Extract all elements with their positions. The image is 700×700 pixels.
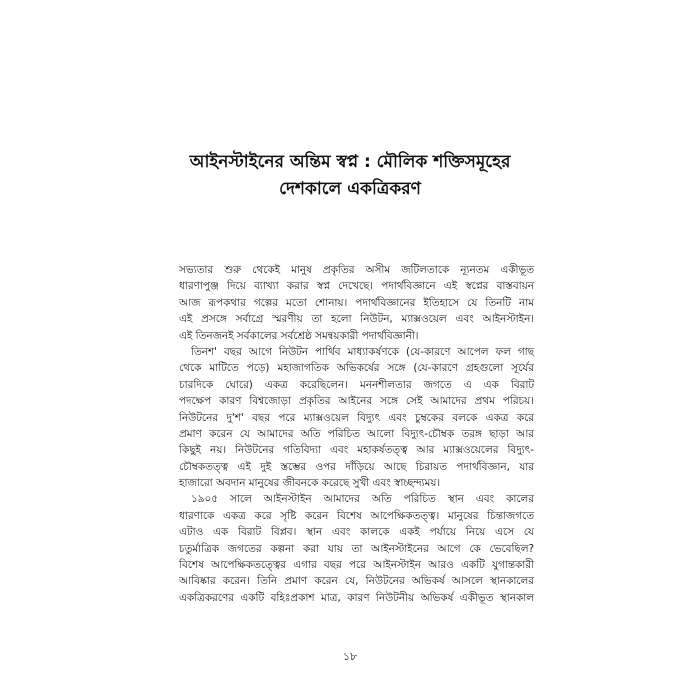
text-line: সভ্যতার শুরু থেকেই মানুষ প্রকৃতির অসীম জটিলতাকে ন্যূনতম একীভূত (179, 264, 534, 276)
text-line: আজ রূপকথার গল্পের মতো শোনায়। পদার্থবিজ্ঞানের ইতিহাসে যে তিনটি নাম (179, 296, 534, 309)
text-line: ধারণাকে একত্র করে সৃষ্টি করেন বিশেষ আপেক্ষিকতত্ত্ব। মানুষের চিন্তাজগতে (179, 509, 534, 522)
text-line: থেকে মাটিতে পড়ে) মহাজাগতিক অভিকর্ষের সঙ্গে (যে-কারণে গ্রহগুলো সূর্যের (179, 362, 534, 375)
text-line: আবিষ্কার করেন। তিনি প্রমাণ করেন যে, নিউটনের অভিকর্ষ আসলে স্থানকালের (179, 575, 534, 588)
text-line: হাজারো অবদান মানুষের জীবনকে করেছে সুখী এবং স্বাচ্ছন্দ্যময়। (179, 477, 441, 490)
text-line: চৌম্বকতত্ত্ব এই দুই স্তম্ভের ওপর দাঁড়িয়ে আছে চিরায়ত পদার্থবিজ্ঞান, যার (179, 460, 534, 473)
text-line: এই তিনজনই সর্বকালের সর্বশ্রেষ্ঠ সমন্বয়কারী পদার্থবিজ্ঞানী। (179, 329, 419, 342)
text-line: প্রমাণ করেন যে আমাদের অতি পরিচিত আলো বিদ্যুৎ-চৌম্বক তরঙ্গ ছাড়া আর (179, 427, 534, 440)
text-line: পদক্ষেপ কারণ বিশ্বজোড়া প্রকৃতির আইনের সঙ্গে সেই আমাদের প্রথম পরিচয়। (179, 395, 534, 408)
chapter-title-line-1: আইনস্টাইনের অন্তিম স্বপ্ন : মৌলিক শক্তিসমূহের (189, 152, 511, 172)
text-line: তিনশ' বছর আগে নিউটন পার্থিব মাধ্যাকর্ষণকে (যে-কারণে আপেল ফল গাছ (191, 345, 534, 358)
chapter-title-line-2: দেশকালে একত্রিকরণ (279, 179, 421, 199)
text-line: নিউটনের দু'শ' বছর পরে ম্যাক্সওয়েল বিদ্যুৎ এবং চুম্বকের বলকে একত্র করে (179, 411, 534, 424)
text-line: ধারণাপুঞ্জ দিয়ে ব্যাখ্যা করার স্বপ্ন দেখেছে। পদার্থবিজ্ঞানে এই স্বপ্নের বাস্তবায়ন (179, 280, 534, 293)
text-line: চতুর্মাত্রিক জগতের কল্পনা করা যায় তা আইনস্টাইনের আগে কে ভেবেছিল? (179, 542, 534, 555)
text-line: ১৯০৫ সালে আইনস্টাইন আমাদের অতি পরিচিত স্থান এবং কালের (191, 493, 534, 506)
text-line: একত্রিকরণের একটি বহিঃপ্রকাশ মাত্র, কারণ নিউটনীয় অভিকর্ষ একীভূত স্থানকাল (179, 591, 534, 604)
text-line: এটাও এক বিরাট বিপ্লব। স্থান এবং কালকে একই পর্যায়ে নিয়ে এসে যে (179, 526, 534, 539)
body-text (179, 262, 534, 606)
text-line: এই প্রসঙ্গে সর্বাগ্রে স্মরণীয় তা হলো নিউটন, ম্যাক্সওয়েল এবং আইনস্টাইন। (179, 313, 534, 326)
text-line: বিশেষ আপেক্ষিকতত্ত্বের এগার বছর পরে আইনস্টাইন আরও একটি যুগান্তকারী (179, 559, 534, 572)
text-line: চারদিকে ঘোরে) একত্র করেছিলেন। মননশীলতার জগতে এ এক বিরাট (179, 378, 534, 391)
page-number: ১৮ (342, 650, 358, 663)
text-line: কিছুই নয়। নিউটনের গতিবিদ্যা এবং মহাকর্ষতত্ত্ব আর ম্যাক্সওয়েলের বিদ্যুৎ- (179, 444, 534, 457)
